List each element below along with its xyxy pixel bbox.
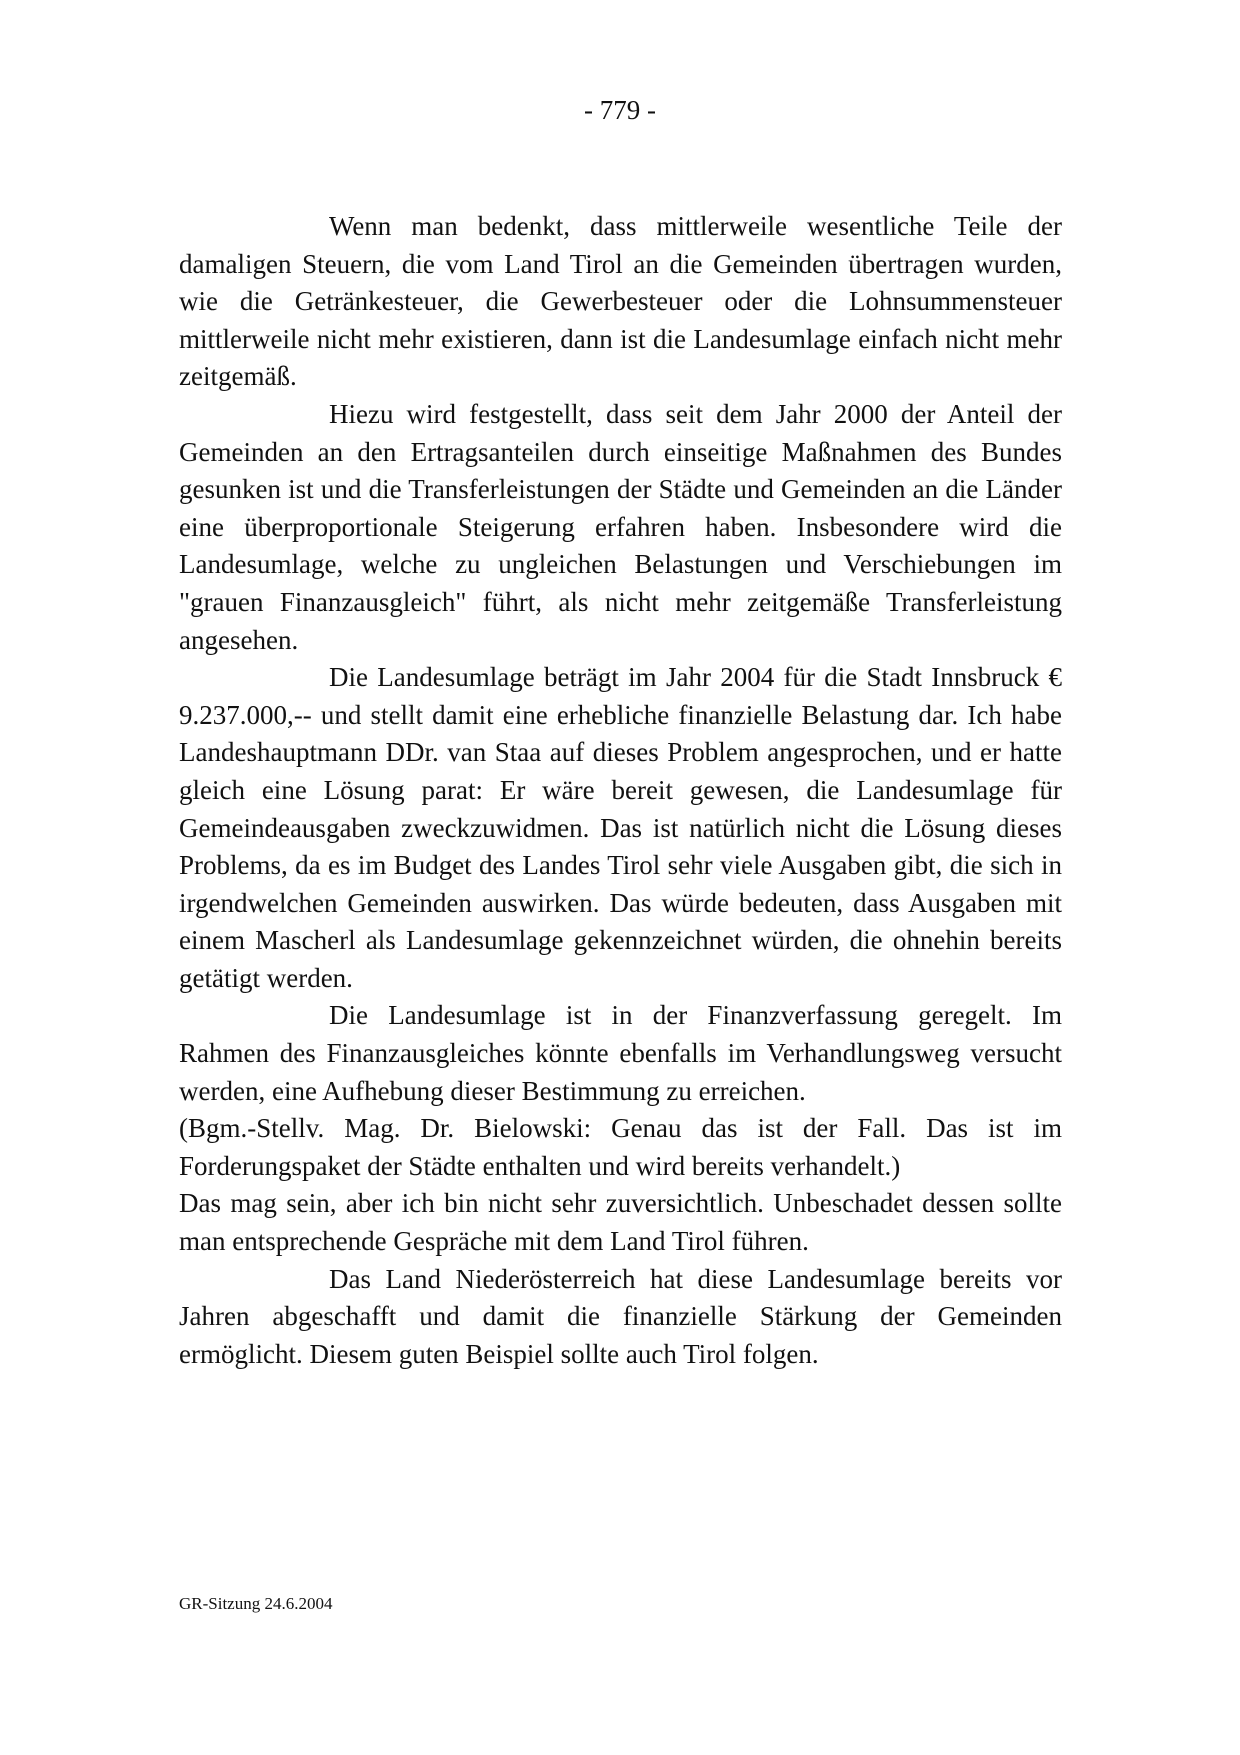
footer-session-date: GR-Sitzung 24.6.2004 [179,1594,333,1613]
paragraph-landesumlage-zeitgemaess: Wenn man bedenkt, dass mittlerweile wesentliche Teile der damaligen Steuern, die vom Land Tirol an die Gemeinden übertragen wurden, wie die Getränkesteuer, die Gewerbesteuer oder die Lohnsummensteuer mittlerweile nicht mehr existieren, dann ist die Landesumlage einfach nicht mehr zeitgemäß. [179,211,1062,392]
page-number: - 779 - [584,95,656,125]
paragraph-finanzverfassung: Die Landesumlage ist in der Finanzverfassung geregelt. Im Rahmen des Finanzausgleiches könnte ebenfalls im Verhandlungsweg versucht werden, eine Aufhebung dieser Bestimmung zu erreichen. [179,1000,1062,1106]
paragraph-betrag-innsbruck: Die Landesumlage beträgt im Jahr 2004 für die Stadt Innsbruck € 9.237.000,-- und stellt damit eine erhebliche finanzielle Belastung dar. Ich habe Landeshauptmann DDr. van Staa auf dieses Problem angesprochen, und er hatte gleich eine Lösung parat: Er wäre bereit gewesen, die Landesumlage für Gemeindeausgaben zweckzuwidmen. Das ist natürlich nicht die Lösung dieses Problems, da es im Budget des Landes Tirol sehr viele Ausgaben gibt, die sich in irgendwelchen Gemeinden auswirken. Das würde bedeuten, dass Ausgaben mit einem Mascherl als Landesumlage gekennzeichnet würden, die ohnehin bereits getätigt werden. [179,662,1062,993]
document-body [179,208,1062,1373]
paragraph-ertragsanteile: Hiezu wird festgestellt, dass seit dem Jahr 2000 der Anteil der Gemeinden an den Ertragsanteilen durch einseitige Maßnahmen des Bundes gesunken ist und die Transferleistungen der Städte und Gemeinden an die Länder eine überproportionale Steigerung erfahren haben. Insbesondere wird die Landesumlage, welche zu ungleichen Belastungen und Verschiebungen im "grauen Finanzausgleich" führt, als nicht mehr zeitgemäße Transferleistung angesehen. [179,398,1062,655]
interjection-bielowski: (Bgm.-Stellv. Mag. Dr. Bielowski: Genau das ist der Fall. Das ist im Forderungspaket der Städte enthalten und wird bereits verhandelt.) [179,1113,1062,1181]
paragraph-reply: Das mag sein, aber ich bin nicht sehr zuversichtlich. Unbeschadet dessen sollte man entsprechende Gespräche mit dem Land Tirol führen. [179,1188,1062,1257]
paragraph-niederoesterreich: Das Land Niederösterreich hat diese Landesumlage bereits vor Jahren abgeschafft und damit die finanzielle Stärkung der Gemeinden ermöglicht. Diesem guten Beispiel sollte auch Tirol folgen. [179,1263,1062,1369]
